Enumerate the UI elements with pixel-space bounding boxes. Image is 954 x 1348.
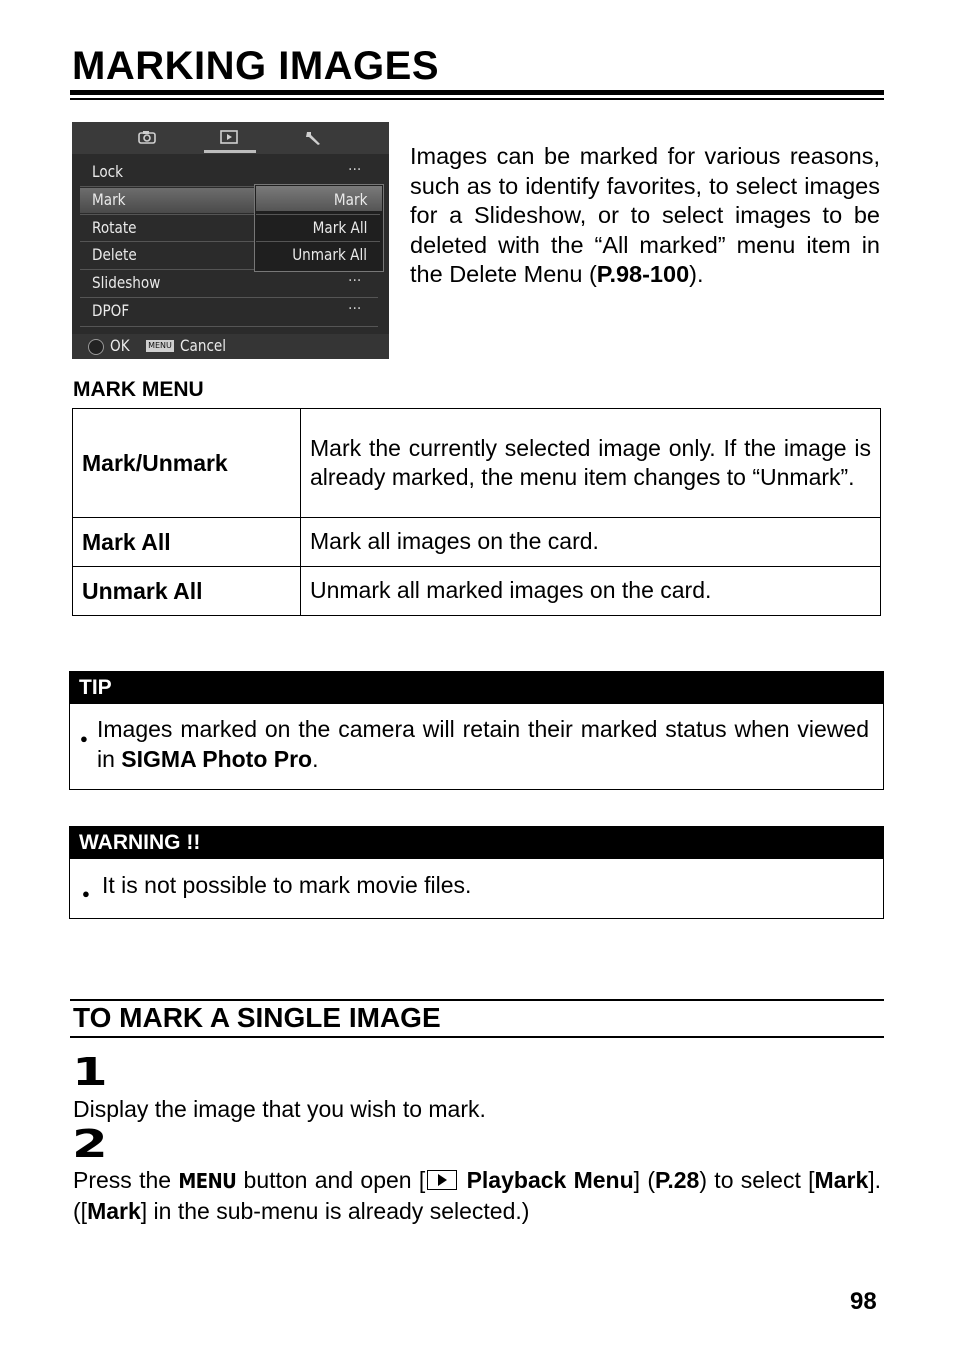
step-2-text: [73, 1165, 881, 1226]
cam-menu-item-mark[interactable]: Mark: [92, 190, 126, 209]
cam-menu-item-lock-more: ···: [348, 162, 362, 178]
wrench-icon: [304, 130, 322, 150]
menu-divider: [80, 326, 378, 327]
mark-menu-table: [72, 408, 881, 616]
cam-menu-item-dpof-more: ···: [348, 301, 362, 317]
mark-menu-heading: MARK MENU: [73, 378, 204, 401]
warning-body: [70, 859, 883, 901]
title-rule-thin: [70, 98, 884, 100]
playback-menu-label: Playback Menu: [466, 1167, 634, 1193]
cam-menu-item-lock[interactable]: Lock: [92, 162, 124, 181]
submenu-divider: [256, 241, 380, 242]
step-2-text-part: ]. ([: [73, 1167, 882, 1224]
page-title: MARKING IMAGES: [72, 44, 439, 88]
cam-submenu-unmark-all[interactable]: Unmark All: [292, 245, 367, 264]
intro-text-end: ).: [689, 261, 704, 287]
intro-paragraph: [410, 142, 880, 290]
playback-icon: [427, 1170, 457, 1190]
mark-label: Mark: [814, 1167, 869, 1193]
active-tab-indicator: [204, 150, 256, 153]
submenu-divider: [256, 214, 380, 215]
table-row: [73, 409, 881, 518]
tip-product-name: SIGMA Photo Pro: [121, 745, 313, 772]
page-number: 98: [850, 1288, 877, 1315]
step-2-page-ref[interactable]: P.28: [655, 1167, 700, 1193]
step-1-text: Display the image that you wish to mark.: [73, 1096, 486, 1122]
ok-button-icon: [88, 339, 104, 355]
table-cell-name: Unmark All: [73, 567, 301, 616]
section-rule: [70, 1036, 884, 1038]
cam-menu-item-slideshow-more: ···: [348, 273, 362, 289]
step-2-text-part: Press the: [73, 1167, 172, 1193]
warning-heading: WARNING !!: [70, 827, 883, 859]
ok-label: OK: [110, 336, 130, 355]
table-cell-description: Mark the currently selected image only. If the image is already marked, the menu item changes to “Unmark”.: [301, 409, 881, 518]
menu-button-glyph: MENU: [178, 1169, 237, 1193]
table-cell-description: Mark all images on the card.: [301, 518, 881, 567]
warning-text: It is not possible to mark movie files.: [102, 872, 472, 898]
tip-box: [69, 671, 884, 790]
step-number-1: 1: [72, 1050, 107, 1094]
mark-label: Mark: [87, 1198, 141, 1224]
tip-text-end: .: [312, 745, 319, 772]
camera-menu-screen: [72, 122, 389, 359]
intro-text: Images can be marked for various reasons, such as to identify favorites, to select images for a Slideshow, or to select images to be deleted with the “All marked” menu item in the Delete Menu (: [410, 143, 880, 287]
section-title: TO MARK A SINGLE IMAGE: [73, 1002, 441, 1033]
step-2-text-part: ) to select [: [699, 1167, 815, 1193]
cancel-label: Cancel: [180, 336, 227, 355]
menu-key-icon: MENU: [146, 340, 174, 352]
bullet-icon: ●: [80, 731, 88, 746]
cam-menu-item-dpof[interactable]: DPOF: [92, 301, 130, 320]
tip-text: Images marked on the camera will retain their marked status when viewed in: [97, 716, 869, 772]
menu-divider: [80, 297, 378, 298]
table-cell-description: Unmark all marked images on the card.: [301, 567, 881, 616]
camera-icon: [138, 130, 156, 148]
cam-menu-item-rotate[interactable]: Rotate: [92, 218, 137, 237]
table-cell-name: Mark/Unmark: [73, 409, 301, 518]
table-cell-name: Mark All: [73, 518, 301, 567]
step-2-text-part: ] in the sub-menu is already selected.): [140, 1198, 530, 1224]
cam-submenu-mark-all[interactable]: Mark All: [312, 218, 367, 237]
step-number-2: 2: [72, 1122, 107, 1166]
play-icon: [220, 130, 238, 148]
cam-menu-item-slideshow[interactable]: Slideshow: [92, 273, 161, 292]
section-rule: [70, 999, 884, 1001]
tip-heading: TIP: [70, 672, 883, 704]
cam-submenu-mark[interactable]: Mark: [333, 190, 367, 209]
step-2-text-part: ] (: [633, 1167, 655, 1193]
step-2-text-part: button and open [: [243, 1167, 426, 1193]
table-row: [73, 518, 881, 567]
warning-box: [69, 826, 884, 919]
table-row: [73, 567, 881, 616]
tip-body: [70, 704, 883, 774]
intro-page-ref[interactable]: P.98-100: [596, 261, 690, 287]
cam-menu-item-delete[interactable]: Delete: [92, 245, 137, 264]
title-rule: [70, 90, 884, 95]
bullet-icon: ●: [82, 886, 90, 901]
